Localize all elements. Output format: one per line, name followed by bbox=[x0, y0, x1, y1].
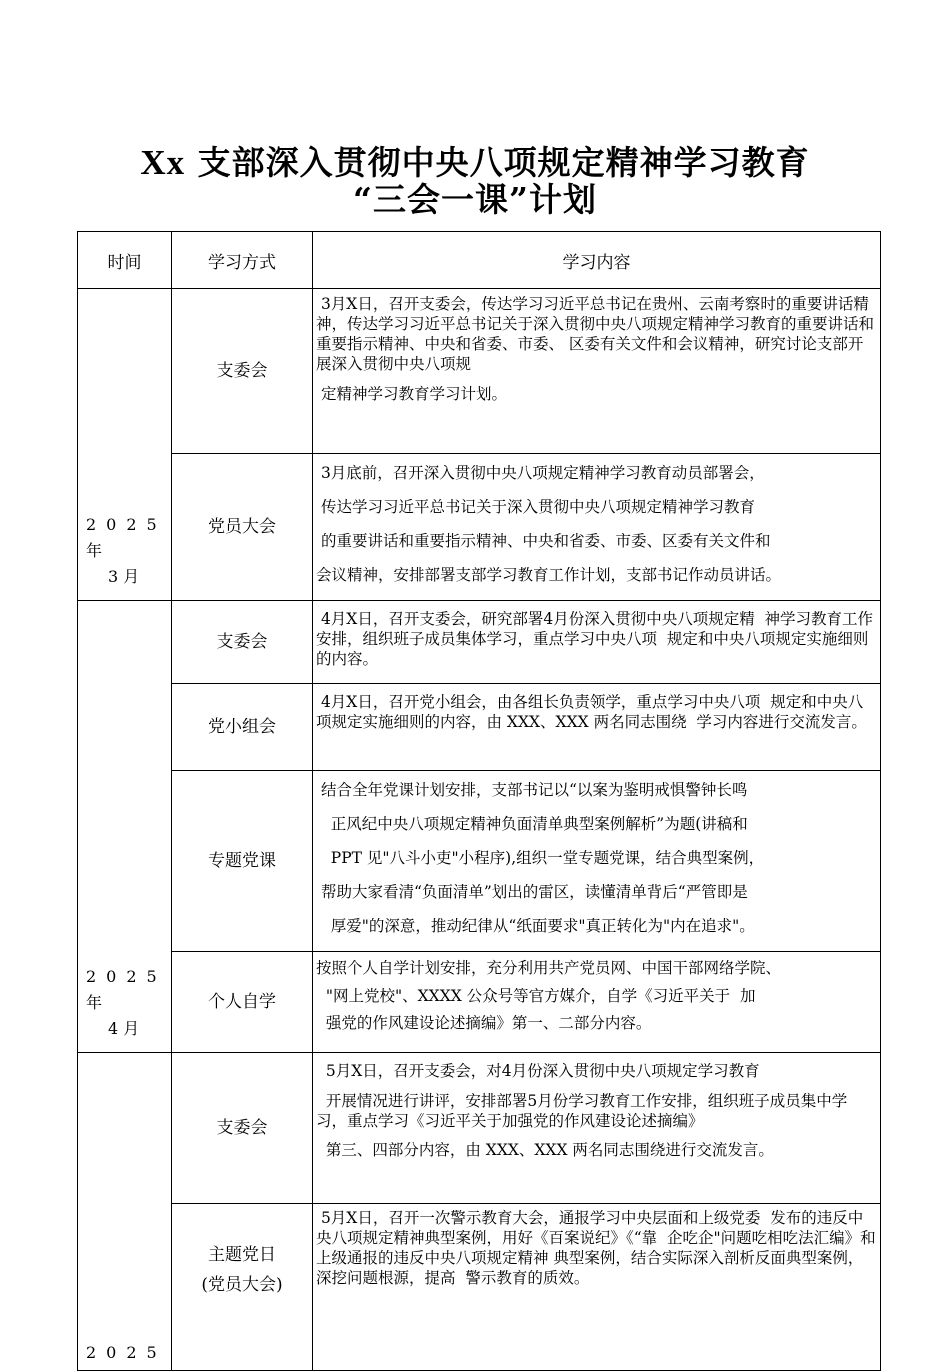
method-cell bbox=[172, 1204, 313, 1371]
header-content: 学习内容 bbox=[313, 232, 881, 289]
content-paragraph: 4月X日，召开支委会，研究部署4月份深入贯彻中央八项规定精 神学习教育工作安排，组织班子成员集体学习，重点学习中央八项 规定和中央八项规定实施细则的内容。 bbox=[316, 610, 874, 668]
header-method: 学习方式 bbox=[172, 232, 313, 289]
time-unit: 年 bbox=[86, 541, 103, 560]
content-paragraph: 5月X日，召开支委会，对4月份深入贯彻中央八项规定学习教育 bbox=[316, 1062, 760, 1080]
time-year: 2025 bbox=[86, 1343, 167, 1362]
content-paragraph: 3月底前，召开深入贯彻中央八项规定精神学习教育动员部署会， bbox=[316, 464, 765, 482]
content-paragraph: 强党的作风建设论述摘编》第一、二部分内容。 bbox=[316, 1014, 652, 1032]
content-cell bbox=[313, 601, 881, 684]
content-cell bbox=[313, 771, 881, 952]
content-cell bbox=[313, 1204, 881, 1371]
method-cell: 支委会 bbox=[172, 289, 313, 454]
method-label: 主题党日 bbox=[208, 1245, 276, 1265]
time-month: 3 月 bbox=[108, 567, 140, 586]
content-paragraph: 结合全年党课计划安排，支部书记以“以案为鉴明戒惧警钟长鸣 bbox=[316, 781, 748, 799]
method-cell: 专题党课 bbox=[172, 771, 313, 952]
content-paragraph: 5月X日，召开一次警示教育大会，通报学习中央层面和上级党委 发布的违反中央八项规定精神典型案例，用好《百案说纪》《“靠 企吃企"问题吃相吃法汇编》和上级通报的违反中央八项规定精神 典型案例，结合实际深入剖析反面典型案例，深挖问题根源，提高 警示教育的质效。 bbox=[316, 1209, 876, 1287]
method-cell: 党员大会 bbox=[172, 454, 313, 601]
content-paragraph: 正风纪中央八项规定精神负面清单典型案例解析”为题(讲稿和 bbox=[316, 815, 748, 833]
content-paragraph: 按照个人自学计划安排，充分利用共产党员网、中国干部网络学院、 bbox=[316, 959, 782, 977]
table-row bbox=[78, 771, 881, 952]
content-cell bbox=[313, 952, 881, 1053]
table-row bbox=[78, 1053, 881, 1204]
header-time: 时间 bbox=[78, 232, 172, 289]
content-cell bbox=[313, 684, 881, 771]
method-sublabel: (党员大会) bbox=[201, 1275, 283, 1295]
table-row bbox=[78, 289, 881, 454]
content-paragraph: "网上党校"、XXXX 公众号等官方媒介，自学《习近平关于 加 bbox=[316, 987, 756, 1005]
title-prefix: Xx bbox=[140, 143, 186, 182]
content-cell bbox=[313, 1053, 881, 1204]
content-cell bbox=[313, 454, 881, 601]
time-cell-may bbox=[78, 1053, 172, 1371]
time-month: 4 月 bbox=[108, 1019, 140, 1038]
table-row bbox=[78, 454, 881, 601]
time-year: 2025 bbox=[86, 515, 167, 534]
content-paragraph: 3月X日，召开支委会，传达学习习近平总书记在贵州、云南考察时的重要讲话精神，传达学习习近平总书记关于深入贯彻中央八项规定精神学习教育的重要讲话和重要指示精神、中央和省委、市委、 区委有关文件和会议精神，研究讨论支部开展深入贯彻中央八项规 bbox=[316, 295, 875, 373]
table-row bbox=[78, 952, 881, 1053]
plan-table bbox=[77, 231, 881, 1371]
table-header-row bbox=[78, 232, 881, 289]
content-paragraph: 会议精神，安排部署支部学习教育工作计划，支部书记作动员讲话。 bbox=[316, 566, 782, 584]
content-paragraph: 4月X日，召开党小组会，由各组长负责领学，重点学习中央八项 规定和中央八项规定实施细则的内容，由 XXX、XXX 两名同志围绕 学习内容进行交流发言。 bbox=[316, 693, 867, 731]
time-year: 2025 bbox=[86, 967, 167, 986]
content-paragraph: 的重要讲话和重要指示精神、中央和省委、市委、区委有关文件和 bbox=[316, 532, 771, 550]
content-paragraph: 帮助大家看清“负面清单”划出的雷区，读懂清单背后“严管即是 bbox=[316, 883, 748, 901]
table-row bbox=[78, 1204, 881, 1371]
document-title-line2: “三会一课”计划 bbox=[353, 180, 597, 219]
table-row bbox=[78, 601, 881, 684]
content-paragraph: PPT 见"八斗小吏"小程序),组织一堂专题党课，结合典型案例， bbox=[316, 849, 765, 867]
time-unit: 年 bbox=[86, 993, 103, 1012]
content-cell bbox=[313, 289, 881, 454]
content-paragraph: 厚爱"的深意，推动纪律从“纸面要求"真正转化为"内在追求"。 bbox=[316, 917, 755, 935]
time-cell-april bbox=[78, 601, 172, 1053]
method-cell: 党小组会 bbox=[172, 684, 313, 771]
method-cell: 支委会 bbox=[172, 601, 313, 684]
table-row bbox=[78, 684, 881, 771]
content-paragraph: 开展情况进行讲评，安排部署5月份学习教育工作安排，组织班子成员集中学习，重点学习《习近平关于加强党的作风建设论述摘编》 bbox=[316, 1092, 848, 1130]
method-cell: 支委会 bbox=[172, 1053, 313, 1204]
content-paragraph: 定精神学习教育学习计划。 bbox=[316, 385, 507, 403]
content-paragraph: 第三、四部分内容，由 XXX、XXX 两名同志围绕进行交流发言。 bbox=[316, 1141, 774, 1159]
method-cell: 个人自学 bbox=[172, 952, 313, 1053]
time-cell-march bbox=[78, 289, 172, 601]
content-paragraph: 传达学习习近平总书记关于深入贯彻中央八项规定精神学习教育 bbox=[316, 498, 755, 516]
title-line1-text: 支部深入贯彻中央八项规定精神学习教育 bbox=[185, 143, 810, 182]
document-title-line1 bbox=[0, 143, 950, 183]
